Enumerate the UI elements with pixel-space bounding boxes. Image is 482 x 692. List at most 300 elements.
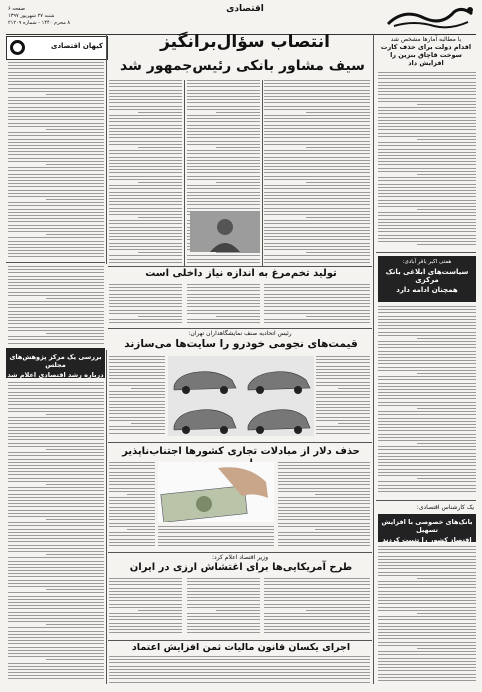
text-line [378,619,476,620]
text-line [378,98,476,99]
text-line [109,160,182,161]
text-line [109,372,165,373]
text-line [46,484,104,485]
text-line [109,233,182,234]
text-line [187,188,260,189]
text-line [378,222,476,223]
text-line [8,506,104,507]
left-col-text-1 [8,62,104,262]
text-line [378,363,476,364]
text-line [264,619,370,620]
text-line [109,214,182,215]
text-line [264,616,370,617]
text-line [378,670,476,671]
text-line [264,223,370,224]
text-line [109,420,165,421]
text-line [109,134,182,135]
text-line [8,678,104,679]
text-line [378,152,476,153]
text-line [187,319,260,320]
text-line [109,195,182,196]
text-line [417,648,476,649]
text-line [187,594,260,595]
text-line [378,219,476,220]
text-line [378,642,476,643]
text-line [109,150,182,151]
text-line [109,516,155,517]
chicken-story-text-a [264,284,370,326]
text-line [378,312,476,313]
text-line [378,120,476,121]
text-line [378,72,476,73]
text-line [8,292,104,293]
text-line [187,195,260,196]
text-line [378,616,476,617]
main-headline-1: انتصاب سؤال‌برانگیز [160,32,330,52]
text-line [109,523,155,524]
text-line [378,133,476,134]
text-line [378,581,476,582]
text-line [46,199,104,200]
us-story-text-a [264,578,370,638]
text-line [316,426,370,427]
text-line [109,478,155,479]
text-line [8,573,104,574]
text-line [8,647,104,648]
text-line [264,262,370,263]
text-line [8,580,104,581]
text-line [8,167,104,168]
text-line [109,672,370,673]
text-line [316,375,370,376]
text-line [378,78,476,79]
text-line [316,420,370,421]
issue-info [8,6,88,27]
text-line [187,131,260,132]
text-line [378,225,476,226]
text-line [378,446,476,447]
text-line [109,503,155,504]
text-line [264,137,370,138]
text-line [264,230,370,231]
text-line [187,141,260,142]
text-line [8,343,104,344]
divider [376,252,476,253]
text-line [264,118,370,119]
car-headline: قیمت‌های نجومی خودرو را سایت‌ها می‌سازند [124,338,358,350]
text-line [378,405,476,406]
text-line [378,402,476,403]
text-line [378,414,476,415]
text-line [316,394,370,395]
text-line [8,532,104,533]
text-line [278,491,370,492]
text-line [264,80,370,81]
text-line [278,465,370,466]
text-line [8,548,104,549]
text-line [378,575,476,576]
text-line [264,284,370,285]
text-line [278,523,370,524]
text-line [109,366,165,367]
text-line [109,204,182,205]
text-line [8,253,104,254]
dollar-bill-icon [158,462,274,522]
text-line [8,339,104,340]
text-line [8,304,104,305]
divider [376,500,476,501]
text-line [264,179,370,180]
text-line [109,404,165,405]
text-line [109,220,182,221]
text-line [417,478,476,479]
text-line [278,503,370,504]
text-line [264,607,370,608]
text-line [109,319,182,320]
text-line [378,306,476,307]
text-line [8,420,104,421]
text-line [8,84,104,85]
text-line [109,322,182,323]
text-line [109,230,182,231]
text-line [216,252,260,253]
text-line [109,198,182,199]
text-line [187,106,260,107]
text-line [109,157,182,158]
text-line [187,204,260,205]
text-line [378,113,476,114]
text-line [109,300,182,301]
text-line [316,378,370,379]
text-line [8,135,104,136]
text-line [8,631,104,632]
text-line [8,276,104,277]
text-line [187,290,260,291]
divider [108,640,372,641]
text-line [378,632,476,633]
text-line [378,383,476,384]
text-line [109,465,155,466]
text-line [187,588,260,589]
text-line [378,488,476,489]
text-line [8,663,104,664]
text-line [306,182,370,183]
text-line [8,468,104,469]
tax-headline: اجرای یکسان قانون مالیات ثمن افزایش اعتماد [131,642,351,653]
text-line [264,128,370,129]
text-line [378,664,476,665]
text-line [109,526,155,527]
text-line [8,221,104,222]
text-line [278,539,370,540]
text-line [378,591,476,592]
text-line [378,440,476,441]
main-story-col-3 [109,80,182,266]
text-line [378,398,476,399]
text-line [316,366,370,367]
text-line [278,478,370,479]
text-line [109,413,165,414]
text-line [109,378,165,379]
text-line [378,418,476,419]
text-line [216,610,260,611]
text-line [378,180,476,181]
text-line [378,360,476,361]
text-line [109,588,182,589]
text-line [109,192,182,193]
text-line [187,313,260,314]
text-line [8,570,104,571]
text-line [8,490,104,491]
text-line [109,137,182,138]
text-line [264,322,370,323]
text-line [187,623,260,624]
main-story-col-1 [264,80,370,266]
text-line [378,481,476,482]
text-line [8,202,104,203]
text-line [109,433,165,434]
banks-kicker: یک کارشناس اقتصادی: [416,504,474,511]
text-line [278,516,370,517]
research-headline-1: بررسی یک مرکز پژوهش‌های مجلس [9,353,102,369]
text-line [264,303,370,304]
text-line [138,252,182,253]
text-line [187,128,260,129]
text-line [187,600,260,601]
text-line [8,320,104,321]
text-line [264,141,370,142]
text-line [316,397,370,398]
text-line [8,170,104,171]
text-line [378,549,476,550]
text-line [109,297,182,298]
text-line [109,629,182,630]
text-line [378,370,476,371]
text-line [109,401,165,402]
col-separator [106,34,107,264]
text-line [378,82,476,83]
text-line [378,110,476,111]
text-line [109,249,182,250]
text-line [264,176,370,177]
text-line [8,186,104,187]
text-line [378,597,476,598]
text-line [109,356,165,357]
us-headline: طرح آمریکایی‌ها برای اغتشاش ارزی در ایران [129,562,353,573]
text-line [46,234,104,235]
logo-box-label: کیهان اقتصادی [51,42,103,50]
text-line [264,294,370,295]
us-kicker: وزیر اقتصاد اعلام کرد: [212,554,268,561]
text-line [378,238,476,239]
text-line [109,188,182,189]
text-line [278,532,370,533]
text-line [264,236,370,237]
text-line [378,610,476,611]
text-line [8,81,104,82]
text-line [278,535,370,536]
text-line [378,427,476,428]
text-line [264,290,370,291]
text-line [8,266,104,267]
text-line [378,626,476,627]
text-line [264,249,370,250]
text-line [378,85,476,86]
issue-page: صفحه ۶ [8,6,25,12]
text-line [378,177,476,178]
text-line [264,144,370,145]
sidebar-top-kicker: با مطالبه آمارها مشخص شد [390,36,462,43]
text-line [8,161,104,162]
text-line [8,250,104,251]
text-line [8,615,104,616]
car-story-text-a [316,356,370,436]
text-line [8,330,104,331]
text-line [109,613,182,614]
text-line [187,118,260,119]
text-line [109,144,182,145]
text-line [109,287,182,288]
text-line [8,487,104,488]
text-line [109,246,182,247]
text-line [109,426,165,427]
text-line [187,306,260,307]
text-line [109,468,155,469]
text-line [378,674,476,675]
divider [108,552,372,553]
text-line [264,93,370,94]
text-line [187,597,260,598]
text-line [378,459,476,460]
text-line [109,682,370,683]
chicken-headline: تولید تخم‌مرغ به اندازه نیاز داخلی است [145,268,337,279]
text-line [264,243,370,244]
text-line [8,154,104,155]
text-line [109,262,182,263]
text-line [278,500,370,501]
text-line [187,287,260,288]
divider [108,266,372,267]
text-line [264,115,370,116]
text-line [417,244,476,245]
text-line [131,423,165,424]
text-line [8,142,104,143]
text-line [378,475,476,476]
text-line [109,581,182,582]
text-line [378,623,476,624]
text-line [378,456,476,457]
text-line [8,295,104,296]
text-line [8,602,104,603]
text-line [378,149,476,150]
central-bank-box [378,256,476,302]
text-line [316,385,370,386]
text-line [378,344,476,345]
text-line [109,462,155,463]
text-line [187,185,260,186]
text-line [8,551,104,552]
text-line [109,109,182,110]
text-line [264,172,370,173]
person-photo-icon [190,212,260,252]
gear-icon [10,40,25,55]
text-line [8,599,104,600]
text-line [109,616,182,617]
text-line [109,513,155,514]
text-line [264,121,370,122]
text-line [8,637,104,638]
text-line [109,153,182,154]
text-line [109,86,182,87]
text-line [8,513,104,514]
text-line [378,421,476,422]
text-line [8,459,104,460]
text-line [138,217,182,218]
text-line [8,446,104,447]
text-line [378,101,476,102]
text-line [8,621,104,622]
text-line [158,526,274,527]
text-line [378,562,476,563]
text-line [8,666,104,667]
text-line [109,255,182,256]
text-line [378,411,476,412]
text-line [378,389,476,390]
text-line [8,455,104,456]
text-line [187,192,260,193]
text-line [8,132,104,133]
text-line [109,519,155,520]
text-line [264,239,370,240]
text-line [109,481,155,482]
text-line [8,481,104,482]
text-line [264,578,370,579]
text-line [264,150,370,151]
text-line [264,99,370,100]
text-line [316,429,370,430]
text-line [278,497,370,498]
text-line [8,643,104,644]
text-line [264,198,370,199]
text-line [8,586,104,587]
text-line [378,88,476,89]
text-line [109,385,165,386]
text-line [417,408,476,409]
text-line [264,96,370,97]
text-line [158,539,274,540]
text-line [264,227,370,228]
text-line [378,367,476,368]
text-line [264,581,370,582]
text-line [8,62,104,63]
text-line [109,306,182,307]
text-line [264,134,370,135]
text-line [8,209,104,210]
text-line [378,357,476,358]
text-line [378,212,476,213]
text-line [378,309,476,310]
text-line [8,392,104,393]
text-line [46,164,104,165]
text-line [8,205,104,206]
text-line [378,680,476,681]
text-line [109,675,370,676]
text-line [378,145,476,146]
text-line [378,603,476,604]
text-line [316,382,370,383]
text-line [131,388,165,389]
text-line [109,510,155,511]
